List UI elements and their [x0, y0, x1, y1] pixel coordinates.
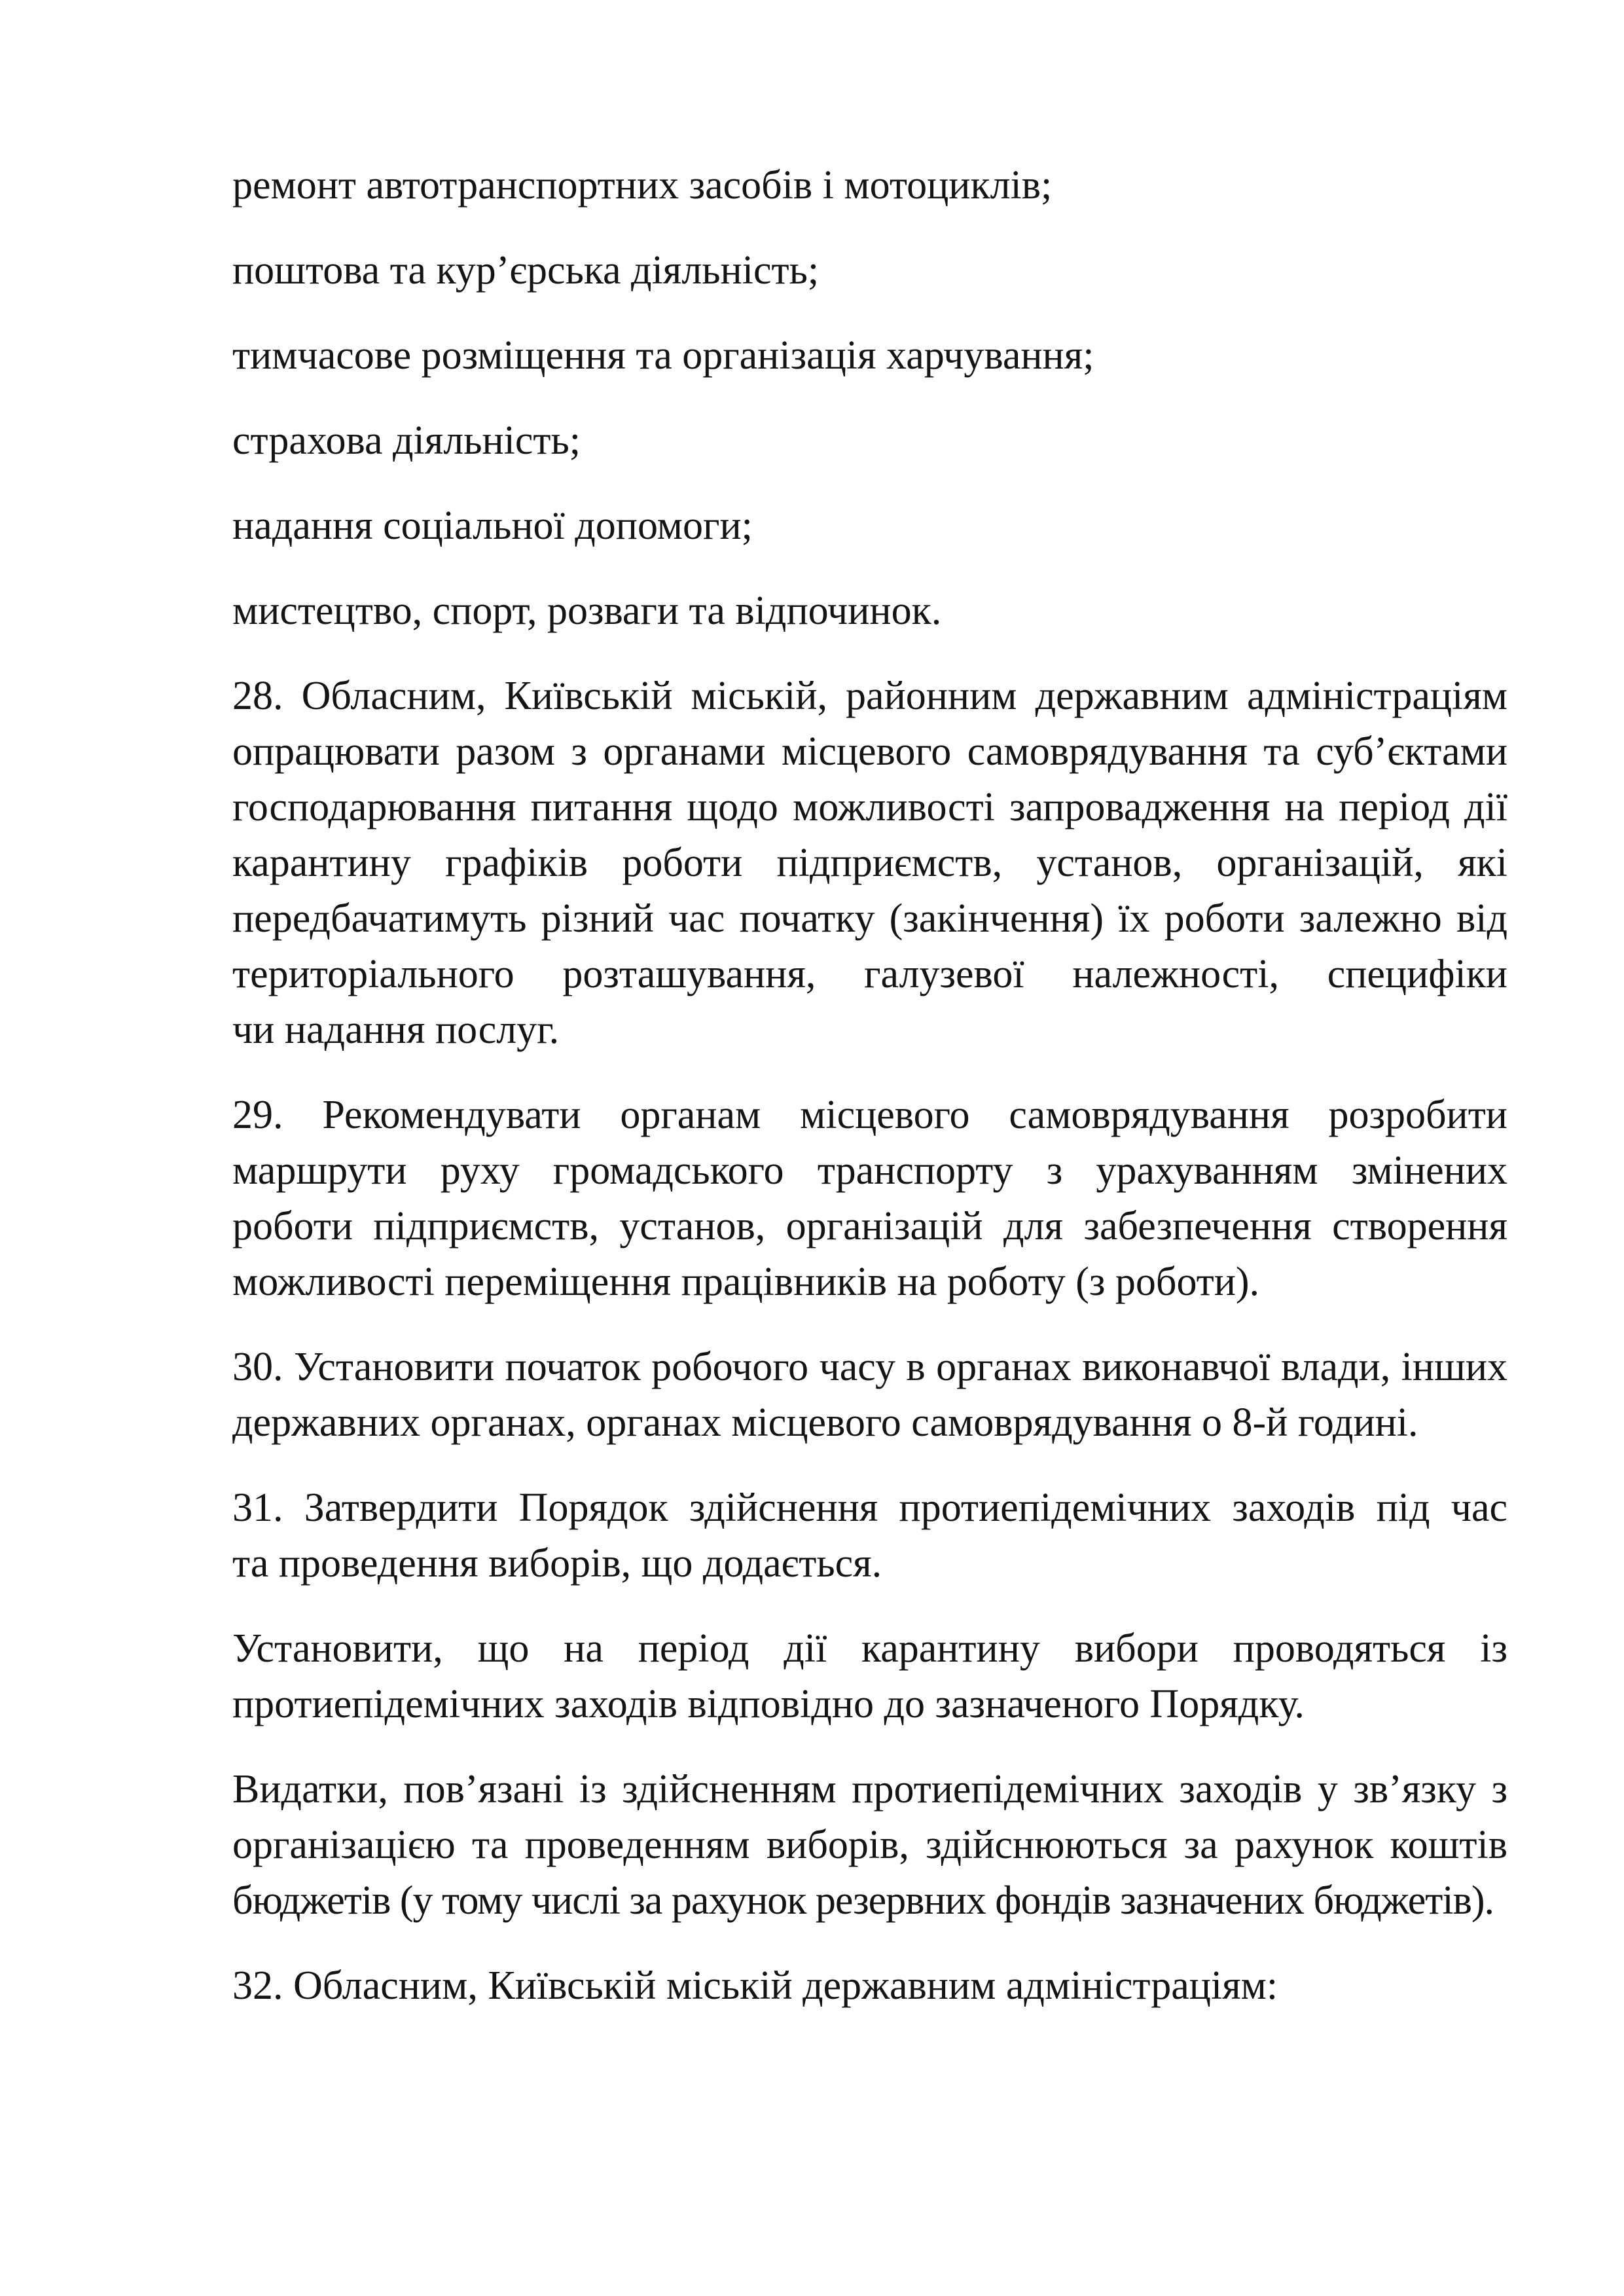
- paragraph-line: протиепідемічних заходів відповідно до зазначеного Порядку.: [232, 1682, 1305, 1726]
- paragraph-31: [232, 1480, 1507, 1592]
- list-item: [232, 583, 1507, 639]
- list-item-text: ремонт автотранспортних засобів і мотоциклів;: [232, 163, 1053, 208]
- list-item: [232, 328, 1507, 384]
- paragraph-32: [232, 1958, 1507, 2014]
- paragraph-30: [232, 1339, 1507, 1451]
- paragraph-line: чи надання послуг.: [232, 1008, 560, 1052]
- paragraph-line: державних органах, органах місцевого самоврядування о 8-й годині.: [232, 1400, 1418, 1445]
- paragraph-line: 29. Рекомендувати органам місцевого самоврядування розробити: [232, 1093, 1507, 1137]
- paragraph-line: Установити, що на період дії карантину вибори проводяться із: [232, 1626, 1507, 1671]
- list-item: [232, 413, 1507, 469]
- document-body: [232, 158, 1507, 2043]
- list-item: [232, 243, 1507, 299]
- paragraph-28: [232, 668, 1507, 1058]
- paragraph-29: [232, 1087, 1507, 1310]
- paragraph-line: можливості переміщення працівників на роботу (з роботи).: [232, 1260, 1260, 1304]
- paragraph-line: бюджетів (у тому числі за рахунок резервних фондів зазначених бюджетів).: [232, 1878, 1494, 1923]
- paragraph-line: 31. Затвердити Порядок здійснення протиепідемічних заходів під час: [232, 1485, 1507, 1530]
- paragraph-line: територіального розташування, галузевої належності, специфіки: [232, 952, 1507, 996]
- paragraph-line: 32. Обласним, Київській міській державним адміністраціям:: [232, 1963, 1278, 2008]
- paragraph-line: Видатки, пов’язані із здійсненням протиепідемічних заходів у зв’язку з: [232, 1767, 1507, 1812]
- paragraph-line: 28. Обласним, Київській міській, районним державним адміністраціям: [232, 674, 1507, 718]
- paragraph-line: господарювання питання щодо можливості запровадження на період дії: [232, 785, 1507, 829]
- paragraph-line: роботи підприємств, установ, організацій для забезпечення створення: [232, 1204, 1507, 1248]
- list-item: [232, 498, 1507, 554]
- paragraph-establish: [232, 1621, 1507, 1732]
- paragraph-line: та проведення виборів, що додається.: [232, 1541, 882, 1586]
- list-item: [232, 158, 1507, 213]
- list-item-text: мистецтво, спорт, розваги та відпочинок.: [232, 589, 942, 633]
- paragraph-line: передбачатимуть різний час початку (закінчення) їх роботи залежно від: [232, 896, 1507, 941]
- paragraph-line: опрацювати разом з органами місцевого самоврядування та суб’єктами: [232, 729, 1507, 774]
- list-item-text: тимчасове розміщення та організація харчування;: [232, 333, 1094, 378]
- list-item-text: страхова діяльність;: [232, 418, 581, 463]
- paragraph-expenses: [232, 1762, 1507, 1929]
- paragraph-line: організацією та проведенням виборів, здійснюються за рахунок коштів: [232, 1823, 1507, 1867]
- list-item-text: надання соціальної допомоги;: [232, 503, 753, 548]
- paragraph-line: 30. Установити початок робочого часу в органах виконавчої влади, інших: [232, 1345, 1507, 1389]
- paragraph-line: карантину графіків роботи підприємств, установ, організацій, які: [232, 841, 1507, 885]
- list-item-text: поштова та кур’єрська діяльність;: [232, 248, 820, 293]
- paragraph-line: маршрути руху громадського транспорту з урахуванням змінених: [232, 1148, 1507, 1193]
